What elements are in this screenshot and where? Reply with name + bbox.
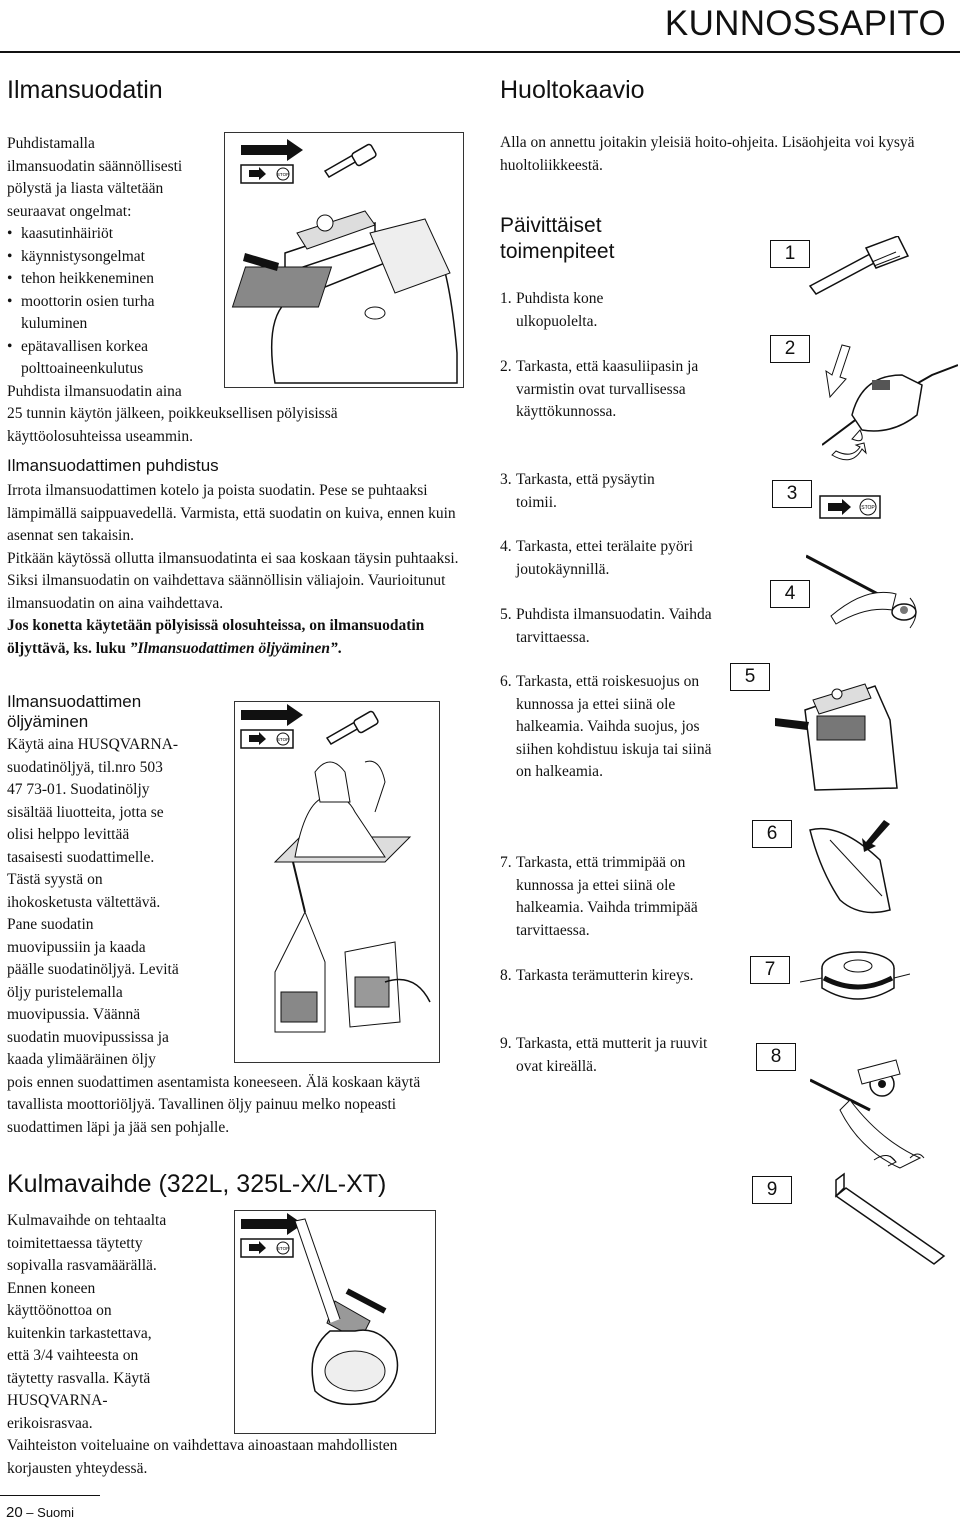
step-1 bbox=[500, 288, 732, 333]
step-5 bbox=[500, 604, 732, 649]
step-number: 8. bbox=[500, 967, 512, 984]
oiling-line: ihokosketusta vältettävä. bbox=[7, 893, 161, 911]
figure-number-8: 8 bbox=[756, 1043, 796, 1071]
gear-line: käyttöönottoa on bbox=[7, 1302, 112, 1319]
step-7 bbox=[500, 852, 732, 942]
oiling-heading-line-1: Ilmansuodattimen bbox=[7, 692, 142, 711]
air-filter-illustration bbox=[225, 133, 463, 387]
intro-line: ilmansuodatin säännöllisesti bbox=[7, 157, 183, 175]
oiling-line: Pane suodatin bbox=[7, 916, 94, 933]
stop-label: STOP bbox=[861, 505, 875, 511]
stop-switch-icon bbox=[818, 490, 884, 524]
air-filter-figure bbox=[224, 132, 464, 388]
step-4 bbox=[500, 536, 732, 581]
oiling-line: kaada ylimääräinen öljy bbox=[7, 1051, 156, 1068]
oiling-line: Käytä aina HUSQVARNA- bbox=[7, 736, 179, 753]
oiling-line: tasaisesti suodattimelle. bbox=[7, 848, 155, 866]
figure-number-4: 4 bbox=[770, 580, 810, 608]
oiling-line: 47 73-01. Suodatinöljy bbox=[7, 781, 150, 798]
warning-text: Jos konetta käytetään pölyisissä olosuhteissa, on ilmansuodatin öljyttävä, ks. luku bbox=[7, 617, 425, 657]
figure-number-5: 5 bbox=[730, 663, 770, 691]
cleaning-section bbox=[7, 456, 463, 660]
intro-line: pölystä ja liasta vältetään bbox=[7, 180, 164, 197]
step-6 bbox=[500, 671, 732, 784]
warning-end: . bbox=[337, 639, 342, 657]
step-3 bbox=[500, 469, 732, 514]
schedule-heading: Huoltokaavio bbox=[500, 76, 645, 104]
intro-line: Puhdistamalla bbox=[7, 135, 95, 152]
trimmer-spool-illustration bbox=[800, 932, 910, 1017]
spray-guard-illustration bbox=[800, 800, 910, 920]
gear-heading: Kulmavaihde (322L, 325L-X/L-XT) bbox=[7, 1170, 387, 1198]
gear-tail: Vaihteiston voiteluaine on vaihdettava ainoastaan mahdollisten korjausten yhteydessä. bbox=[7, 1437, 398, 1477]
engine-air-filter-illustration bbox=[775, 680, 905, 795]
allen-key-illustration bbox=[830, 1140, 950, 1270]
oiling-heading-line-2: öljyäminen bbox=[7, 712, 89, 731]
oiling-line: suodatin muovipussissa ja bbox=[7, 1028, 169, 1046]
footer-dash: – bbox=[22, 1505, 38, 1520]
brush-icon bbox=[800, 236, 912, 300]
cleaning-heading: Ilmansuodattimen puhdistus bbox=[7, 456, 219, 475]
list-item: • moottorin osien turha kuluminen bbox=[7, 291, 207, 336]
list-item: • käynnistysongelmat bbox=[7, 246, 207, 269]
warning-reference: ”Ilmansuodattimen öljyäminen” bbox=[129, 639, 338, 657]
gear-illustration bbox=[235, 1211, 435, 1433]
instruction-icon bbox=[241, 139, 303, 183]
oiling-illustration bbox=[235, 702, 439, 1062]
figure-number-6: 6 bbox=[752, 820, 792, 848]
step-text: Tarkasta, ettei terälaite pyöri joutokäynnillä. bbox=[516, 538, 694, 578]
figure-number-1: 1 bbox=[770, 240, 810, 268]
figure-number-7: 7 bbox=[750, 956, 790, 984]
step-text: Tarkasta, että mutterit ja ruuvit ovat kireällä. bbox=[516, 1035, 708, 1075]
after-line: 25 tunnin käytön jälkeen, poikkeuksellisen pölyisissä bbox=[7, 405, 338, 422]
schedule-intro: Alla on annettu joitakin yleisiä hoito-ohjeita. Lisäohjeita voi kysyä huoltoliikkeestä. bbox=[500, 134, 915, 174]
gear-line: HUSQVARNA- bbox=[7, 1392, 108, 1409]
oiling-line: suodatinöljyä, til.nro 503 bbox=[7, 758, 163, 776]
oiling-line: olisi helppo levittää bbox=[7, 826, 130, 843]
throttle-illustration bbox=[822, 335, 958, 465]
instruction-icon bbox=[241, 704, 303, 748]
step-8 bbox=[500, 965, 732, 988]
stop-label: STOP bbox=[276, 1246, 290, 1251]
brush-icon bbox=[327, 710, 379, 744]
gear-line: sopivalla rasvamäärällä. bbox=[7, 1257, 157, 1274]
cleaning-paragraph: Pitkään käytössä ollutta ilmansuodatinta ei saa koskaan täysin puhtaaksi. Siksi ilmansuodatin on vaihdettava säännöllisin väliajoin. Vaurioitunut ilmansuodatin on aina vaihdettava. bbox=[7, 549, 459, 612]
page-number: 20 bbox=[6, 1504, 23, 1521]
daily-heading-line-2: toimenpiteet bbox=[500, 240, 615, 263]
step-number: 5. bbox=[500, 606, 512, 623]
step-number: 3. bbox=[500, 471, 512, 488]
step-number: 2. bbox=[500, 358, 512, 375]
problem-list bbox=[7, 223, 207, 381]
title-rule bbox=[0, 51, 960, 53]
gear-line: erikoisrasvaa. bbox=[7, 1414, 93, 1432]
oiling-figure bbox=[234, 701, 440, 1063]
step-2 bbox=[500, 356, 732, 424]
daily-heading bbox=[500, 213, 614, 265]
after-line: käyttöolosuhteissa useammin. bbox=[7, 427, 193, 445]
page-title: KUNNOSSAPITO bbox=[664, 4, 946, 43]
step-text: Puhdista kone ulkopuolelta. bbox=[516, 290, 604, 330]
oiling-line: sisältää liuotteita, jotta se bbox=[7, 803, 164, 821]
step-number: 9. bbox=[500, 1035, 512, 1052]
step-text: Tarkasta, että kaasuliipasin ja varmistin ovat turvallisessa käyttökunnossa. bbox=[516, 358, 699, 420]
step-number: 7. bbox=[500, 854, 512, 871]
instruction-icon bbox=[241, 1213, 303, 1257]
cleaning-warning bbox=[7, 615, 463, 660]
oiling-line: muovipussia. Väännä bbox=[7, 1006, 141, 1023]
gear-line: että 3/4 vaihteesta on bbox=[7, 1347, 139, 1364]
gear-line: täytetty rasvalla. Käytä bbox=[7, 1369, 151, 1387]
stop-label: STOP bbox=[276, 737, 290, 742]
trimmer-head-illustration bbox=[806, 546, 926, 646]
page-footer bbox=[6, 1504, 74, 1521]
gear-figure bbox=[234, 1210, 436, 1434]
gear-line: kuitenkin tarkastettava, bbox=[7, 1324, 152, 1342]
figure-number-3: 3 bbox=[772, 480, 812, 508]
step-number: 4. bbox=[500, 538, 512, 555]
step-text: Tarkasta terämutterin kireys. bbox=[516, 967, 694, 984]
list-item: • tehon heikkeneminen bbox=[7, 268, 207, 291]
step-text: Tarkasta, että pysäytin toimii. bbox=[516, 471, 655, 511]
figure-number-2: 2 bbox=[770, 335, 810, 363]
oiling-line: muovipussiin ja kaada bbox=[7, 938, 146, 956]
after-line: Puhdista ilmansuodatin aina bbox=[7, 382, 182, 400]
step-text: Puhdista ilmansuodatin. Vaihda tarvittaessa. bbox=[516, 606, 712, 646]
oiling-line: Tästä syystä on bbox=[7, 871, 103, 888]
step-text: Tarkasta, että roiskesuojus on kunnossa ja ettei siinä ole halkeamia. Vaihda suojus, jos siihen kohdistuu iskuja tai siinä on halkeamia. bbox=[516, 673, 712, 780]
footer-language: Suomi bbox=[37, 1505, 75, 1520]
list-item: • epätavallisen korkea polttoaineenkulutus bbox=[7, 336, 207, 381]
gear-line: Ennen koneen bbox=[7, 1279, 96, 1297]
intro-line: seuraavat ongelmat: bbox=[7, 202, 132, 220]
cleaning-paragraph: Irrota ilmansuodattimen kotelo ja poista suodatin. Pese se puhtaaksi lämpimällä saippuavedellä. Varmista, että suodatin on kuiva, ennen kuin asennat sen takaisin. bbox=[7, 482, 456, 544]
step-text: Tarkasta, että trimmipää on kunnossa ja ettei siinä ole halkeamia. Vaihda trimmipää tarvittaessa. bbox=[516, 854, 698, 939]
brush-icon bbox=[325, 143, 377, 177]
footer-rule bbox=[0, 1495, 100, 1496]
oiling-tail: pois ennen suodattimen asentamista koneeseen. Älä koskaan käytä tavallista moottoriöljyä. Tavallinen öljy painuu melko nopeasti suodattimen läpi ja jää sen pohjalle. bbox=[7, 1073, 421, 1136]
stop-label: STOP bbox=[276, 172, 290, 177]
oiling-line: öljy puristelemalla bbox=[7, 983, 123, 1001]
list-item: • kaasutinhäiriöt bbox=[7, 223, 207, 246]
step-number: 6. bbox=[500, 673, 512, 690]
daily-heading-line-1: Päivittäiset bbox=[500, 214, 602, 237]
air-filter-heading: Ilmansuodatin bbox=[7, 76, 163, 104]
oiling-line: päälle suodatinöljyä. Levitä bbox=[7, 961, 179, 978]
gear-line: Kulmavaihde on tehtaalta bbox=[7, 1212, 167, 1229]
figure-number-9: 9 bbox=[752, 1176, 792, 1204]
gear-line: toimitettaessa täytetty bbox=[7, 1234, 143, 1252]
step-number: 1. bbox=[500, 290, 512, 307]
step-9 bbox=[500, 1033, 732, 1078]
